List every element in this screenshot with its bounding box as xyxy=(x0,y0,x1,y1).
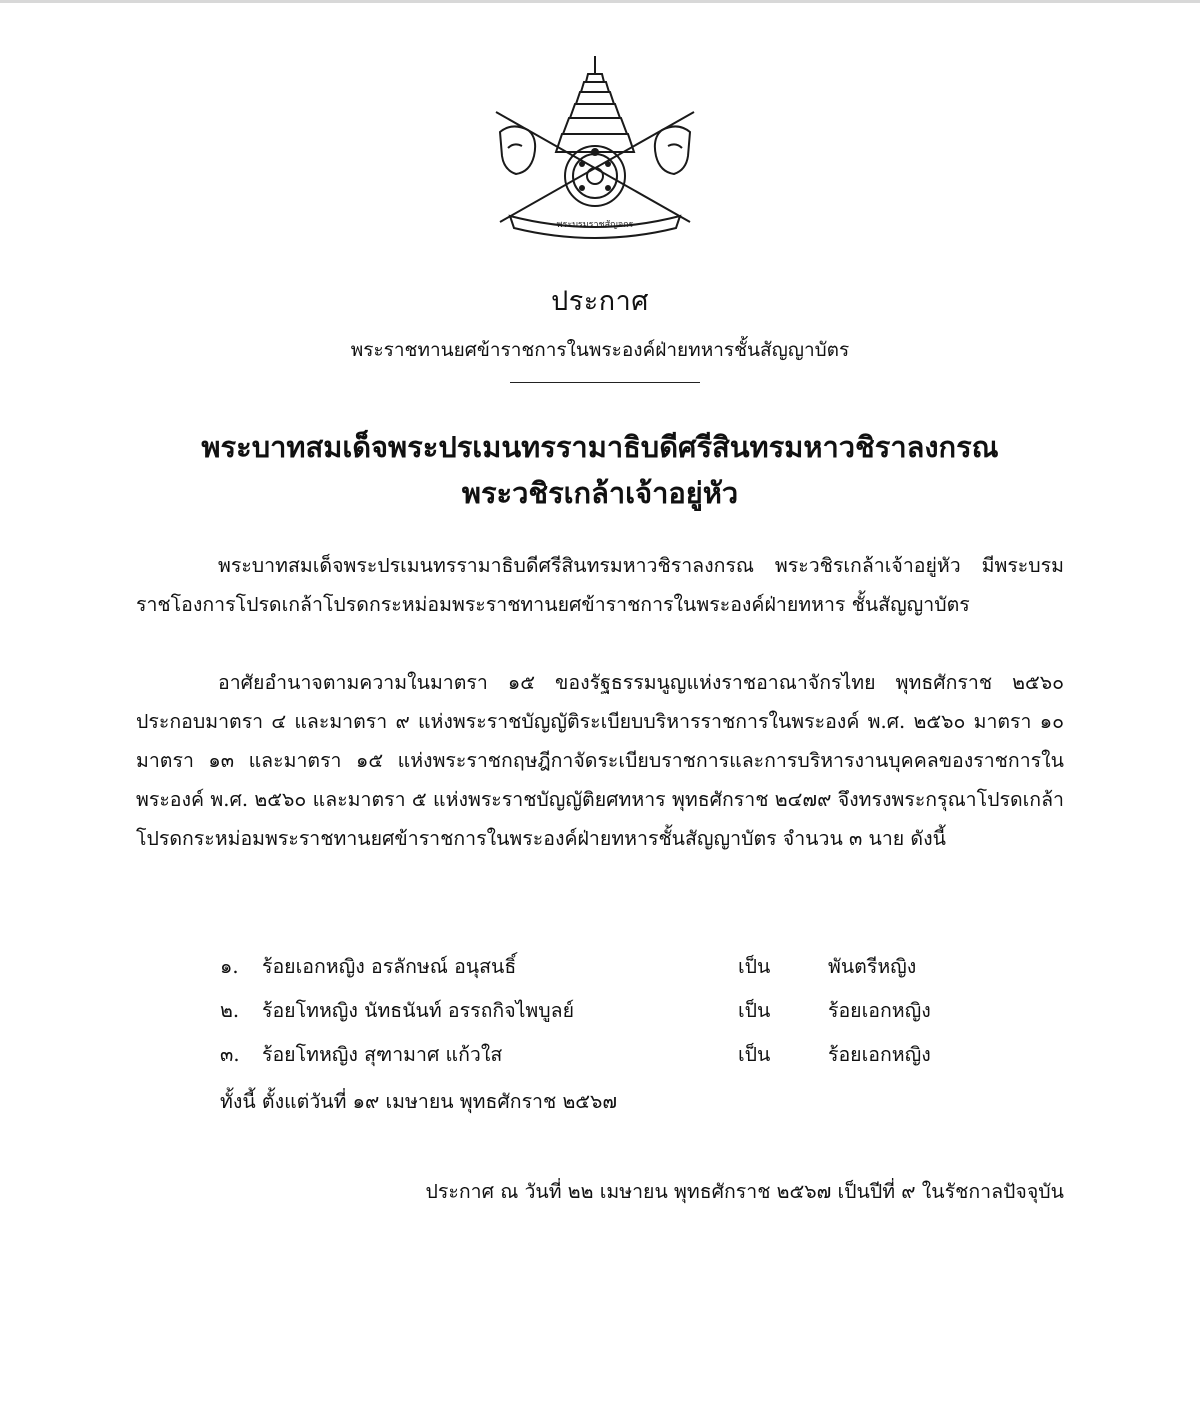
appointment-number: ๑. xyxy=(220,955,239,978)
closing-date-line: ประกาศ ณ วันที่ ๒๒ เมษายน พุทธศักราช ๒๕๖๗ เป็นปีที่ ๙ ในรัชกาลปัจจุบัน xyxy=(425,1180,1064,1203)
appointment-item xyxy=(220,1035,1020,1075)
appointment-number: ๓. xyxy=(220,1043,240,1066)
appointment-new-rank: พันตรีหญิง xyxy=(828,955,917,978)
appointment-item xyxy=(220,947,1020,987)
appointment-new-rank: ร้อยเอกหญิง xyxy=(828,1043,931,1066)
king-title xyxy=(0,424,1200,516)
document-subtitle: พระราชทานยศข้าราชการในพระองค์ฝ่ายทหารชั้นสัญญาบัตร xyxy=(350,339,850,361)
appointment-to-label: เป็น xyxy=(738,1043,771,1066)
appointment-name: ร้อยโทหญิง สุฑามาศ แก้วใส xyxy=(262,1043,503,1066)
king-title-line-1: พระบาทสมเด็จพระปรเมนทรรามาธิบดีศรีสินทรมหาวชิราลงกรณ xyxy=(201,430,999,464)
title-divider xyxy=(510,382,700,383)
emblem-ribbon-text: พระบรมราชสัญจกร xyxy=(556,220,634,230)
appointment-name: ร้อยเอกหญิง อรลักษณ์ อนุสนธิ์ xyxy=(262,955,517,978)
page-top-border xyxy=(0,0,1200,3)
body-paragraph-2: อาศัยอำนาจตามความในมาตรา ๑๕ ของรัฐธรรมนูญแห่งราชอาณาจักรไทย พุทธศักราช ๒๕๖๐ ประกอบมาตรา ๔ และมาตรา ๙ แห่งพระราชบัญญัติระเบียบบริหารราชการในพระองค์ พ.ศ. ๒๕๖๐ มาตรา ๑๐ มาตรา ๑๓ และมาตรา ๑๕ แห่งพระราชกฤษฎีกาจัดระเบียบราชการและการบริหารงานบุคคลของราชการในพระองค์ พ.ศ. ๒๕๖๐ และมาตรา ๕ แห่งพระราชบัญญัติยศทหาร พุทธศักราช ๒๔๗๙ จึงทรงพระกรุณาโปรดเกล้าโปรดกระหม่อมพระราชทานยศข้าราชการในพระองค์ฝ่ายทหารชั้นสัญญาบัตร จำนวน ๓ นาย ดังนี้ xyxy=(136,671,1064,850)
king-title-line-2: พระวชิรเกล้าเจ้าอยู่หัว xyxy=(461,476,739,510)
appointment-number: ๒. xyxy=(220,999,240,1022)
royal-seal-emblem xyxy=(490,52,700,240)
appointment-item xyxy=(220,991,1020,1031)
effective-date: ทั้งนี้ ตั้งแต่วันที่ ๑๙ เมษายน พุทธศักราช ๒๕๖๗ xyxy=(220,1090,618,1113)
appointment-to-label: เป็น xyxy=(738,999,771,1022)
body-paragraph-1: พระบาทสมเด็จพระปรเมนทรรามาธิบดีศรีสินทรมหาวชิราลงกรณ พระวชิรเกล้าเจ้าอยู่หัว มีพระบรมราชโองการโปรดเกล้าโปรดกระหม่อมพระราชทานยศข้าราชการในพระองค์ฝ่ายทหาร ชั้นสัญญาบัตร xyxy=(136,554,1064,616)
appointment-to-label: เป็น xyxy=(738,955,771,978)
appointment-name: ร้อยโทหญิง นัทธนันท์ อรรถกิจไพบูลย์ xyxy=(262,999,575,1022)
appointment-new-rank: ร้อยเอกหญิง xyxy=(828,999,931,1022)
document-title: ประกาศ xyxy=(551,286,649,317)
